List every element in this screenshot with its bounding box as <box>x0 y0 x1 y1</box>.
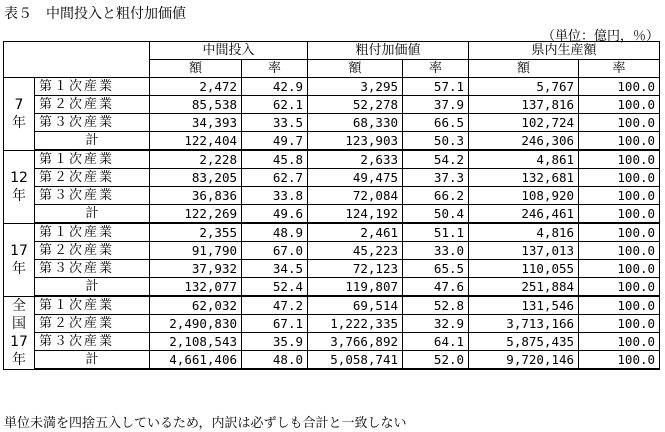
rate-cell: 37.3 <box>403 169 469 187</box>
rate-cell: 64.1 <box>403 333 469 351</box>
amount-cell: 122,269 <box>150 205 242 224</box>
year-char: 年 <box>12 351 26 368</box>
amount-cell: 91,790 <box>150 242 242 260</box>
amount-cell: 5,875,435 <box>469 333 579 351</box>
rate-cell: 100.0 <box>579 187 660 205</box>
amount-cell: 119,807 <box>308 278 403 297</box>
industry-label: 第１次産業 <box>35 223 150 242</box>
rate-cell: 47.2 <box>242 296 308 315</box>
year-cell <box>4 150 35 223</box>
amount-cell: 5,058,741 <box>308 351 403 370</box>
year-char: 17 <box>10 333 28 350</box>
table-row <box>4 296 660 315</box>
rate-cell: 100.0 <box>579 96 660 114</box>
table-row <box>4 278 660 297</box>
year-cell <box>4 296 35 369</box>
header-rate: 率 <box>403 60 469 78</box>
amount-cell: 123,903 <box>308 132 403 151</box>
total-label: 計 <box>35 351 150 370</box>
header-corner <box>4 42 150 78</box>
rate-cell: 48.0 <box>242 351 308 370</box>
header-rate: 率 <box>579 60 660 78</box>
rate-cell: 100.0 <box>579 205 660 224</box>
rate-cell: 52.8 <box>403 296 469 315</box>
amount-cell: 69,514 <box>308 296 403 315</box>
amount-cell: 246,306 <box>469 132 579 151</box>
table-row <box>4 132 660 151</box>
rate-cell: 100.0 <box>579 223 660 242</box>
amount-cell: 45,223 <box>308 242 403 260</box>
amount-cell: 62,032 <box>150 296 242 315</box>
amount-cell: 2,633 <box>308 150 403 169</box>
header-rate: 率 <box>242 60 308 78</box>
footnote: 単位未満を四捨五入しているため，内訳は必ずしも合計と一致しない <box>4 416 407 431</box>
rate-cell: 51.1 <box>403 223 469 242</box>
amount-cell: 2,355 <box>150 223 242 242</box>
rate-cell: 34.5 <box>242 260 308 278</box>
rate-cell: 52.4 <box>242 278 308 297</box>
amount-cell: 3,766,892 <box>308 333 403 351</box>
table-title: 表５ 中間投入と粗付加価値 <box>4 6 186 22</box>
header-row-groups <box>4 42 660 60</box>
rate-cell: 100.0 <box>579 333 660 351</box>
rate-cell: 65.5 <box>403 260 469 278</box>
amount-cell: 108,920 <box>469 187 579 205</box>
industry-label: 第１次産業 <box>35 150 150 169</box>
year-char: 年 <box>12 187 26 204</box>
table-row <box>4 242 660 260</box>
amount-cell: 4,816 <box>469 223 579 242</box>
year-char: 7 <box>14 96 24 113</box>
rate-cell: 33.5 <box>242 114 308 132</box>
table-row <box>4 351 660 370</box>
rate-cell: 49.7 <box>242 132 308 151</box>
amount-cell: 137,013 <box>469 242 579 260</box>
rate-cell: 57.1 <box>403 78 469 96</box>
rate-cell: 100.0 <box>579 296 660 315</box>
table-row <box>4 315 660 333</box>
amount-cell: 36,836 <box>150 187 242 205</box>
rate-cell: 45.8 <box>242 150 308 169</box>
amount-cell: 83,205 <box>150 169 242 187</box>
amount-cell: 132,077 <box>150 278 242 297</box>
year-char: 国 <box>12 315 26 332</box>
year-char: 全 <box>12 297 26 314</box>
rate-cell: 67.0 <box>242 242 308 260</box>
year-char: 年 <box>12 114 26 131</box>
rate-cell: 67.1 <box>242 315 308 333</box>
amount-cell: 5,767 <box>469 78 579 96</box>
industry-label: 第３次産業 <box>35 114 150 132</box>
rate-cell: 66.2 <box>403 187 469 205</box>
rate-cell: 42.9 <box>242 78 308 96</box>
header-prefectural-output: 県内生産額 <box>469 42 660 60</box>
total-label: 計 <box>35 132 150 151</box>
table-row <box>4 114 660 132</box>
industry-label: 第３次産業 <box>35 260 150 278</box>
header-intermediate-input: 中間投入 <box>150 42 308 60</box>
industry-label: 第１次産業 <box>35 296 150 315</box>
header-amount: 額 <box>150 60 242 78</box>
table-row <box>4 223 660 242</box>
rate-cell: 50.4 <box>403 205 469 224</box>
rate-cell: 100.0 <box>579 132 660 151</box>
rate-cell: 47.6 <box>403 278 469 297</box>
amount-cell: 122,404 <box>150 132 242 151</box>
rate-cell: 33.8 <box>242 187 308 205</box>
rate-cell: 52.0 <box>403 351 469 370</box>
amount-cell: 251,884 <box>469 278 579 297</box>
rate-cell: 54.2 <box>403 150 469 169</box>
amount-cell: 68,330 <box>308 114 403 132</box>
amount-cell: 49,475 <box>308 169 403 187</box>
amount-cell: 4,861 <box>469 150 579 169</box>
rate-cell: 33.0 <box>403 242 469 260</box>
amount-cell: 1,222,335 <box>308 315 403 333</box>
rate-cell: 100.0 <box>579 114 660 132</box>
amount-cell: 9,720,146 <box>469 351 579 370</box>
header-gross-value-added: 粗付加価値 <box>308 42 469 60</box>
rate-cell: 100.0 <box>579 169 660 187</box>
rate-cell: 100.0 <box>579 260 660 278</box>
header-amount: 額 <box>308 60 403 78</box>
rate-cell: 100.0 <box>579 278 660 297</box>
rate-cell: 66.5 <box>403 114 469 132</box>
rate-cell: 49.6 <box>242 205 308 224</box>
amount-cell: 2,490,830 <box>150 315 242 333</box>
year-cell <box>4 78 35 151</box>
year-char: 17 <box>10 242 28 259</box>
industry-label: 第２次産業 <box>35 96 150 114</box>
rate-cell: 37.9 <box>403 96 469 114</box>
amount-cell: 72,123 <box>308 260 403 278</box>
industry-label: 第２次産業 <box>35 315 150 333</box>
amount-cell: 3,713,166 <box>469 315 579 333</box>
industry-label: 第３次産業 <box>35 333 150 351</box>
rate-cell: 100.0 <box>579 351 660 370</box>
table-row <box>4 78 660 96</box>
unit-label: （単位：億円，％） <box>541 29 659 44</box>
amount-cell: 2,461 <box>308 223 403 242</box>
amount-cell: 137,816 <box>469 96 579 114</box>
data-table <box>3 41 660 370</box>
amount-cell: 52,278 <box>308 96 403 114</box>
amount-cell: 246,461 <box>469 205 579 224</box>
amount-cell: 3,295 <box>308 78 403 96</box>
total-label: 計 <box>35 278 150 297</box>
amount-cell: 110,055 <box>469 260 579 278</box>
table-row <box>4 96 660 114</box>
amount-cell: 85,538 <box>150 96 242 114</box>
year-char: 12 <box>10 169 28 186</box>
amount-cell: 132,681 <box>469 169 579 187</box>
industry-label: 第２次産業 <box>35 242 150 260</box>
year-cell <box>4 223 35 296</box>
rate-cell: 100.0 <box>579 242 660 260</box>
rate-cell: 62.1 <box>242 96 308 114</box>
table-row <box>4 187 660 205</box>
rate-cell: 100.0 <box>579 78 660 96</box>
year-char: 年 <box>12 260 26 277</box>
amount-cell: 124,192 <box>308 205 403 224</box>
table-row <box>4 150 660 169</box>
rate-cell: 62.7 <box>242 169 308 187</box>
amount-cell: 4,661,406 <box>150 351 242 370</box>
amount-cell: 131,546 <box>469 296 579 315</box>
table-row <box>4 205 660 224</box>
industry-label: 第２次産業 <box>35 169 150 187</box>
industry-label: 第１次産業 <box>35 78 150 96</box>
table-row <box>4 169 660 187</box>
amount-cell: 2,108,543 <box>150 333 242 351</box>
amount-cell: 2,472 <box>150 78 242 96</box>
rate-cell: 100.0 <box>579 315 660 333</box>
total-label: 計 <box>35 205 150 224</box>
amount-cell: 34,393 <box>150 114 242 132</box>
amount-cell: 102,724 <box>469 114 579 132</box>
amount-cell: 2,228 <box>150 150 242 169</box>
table-row <box>4 333 660 351</box>
amount-cell: 37,932 <box>150 260 242 278</box>
rate-cell: 32.9 <box>403 315 469 333</box>
industry-label: 第３次産業 <box>35 187 150 205</box>
amount-cell: 72,084 <box>308 187 403 205</box>
table-row <box>4 260 660 278</box>
rate-cell: 50.3 <box>403 132 469 151</box>
rate-cell: 100.0 <box>579 150 660 169</box>
rate-cell: 48.9 <box>242 223 308 242</box>
rate-cell: 35.9 <box>242 333 308 351</box>
header-amount: 額 <box>469 60 579 78</box>
